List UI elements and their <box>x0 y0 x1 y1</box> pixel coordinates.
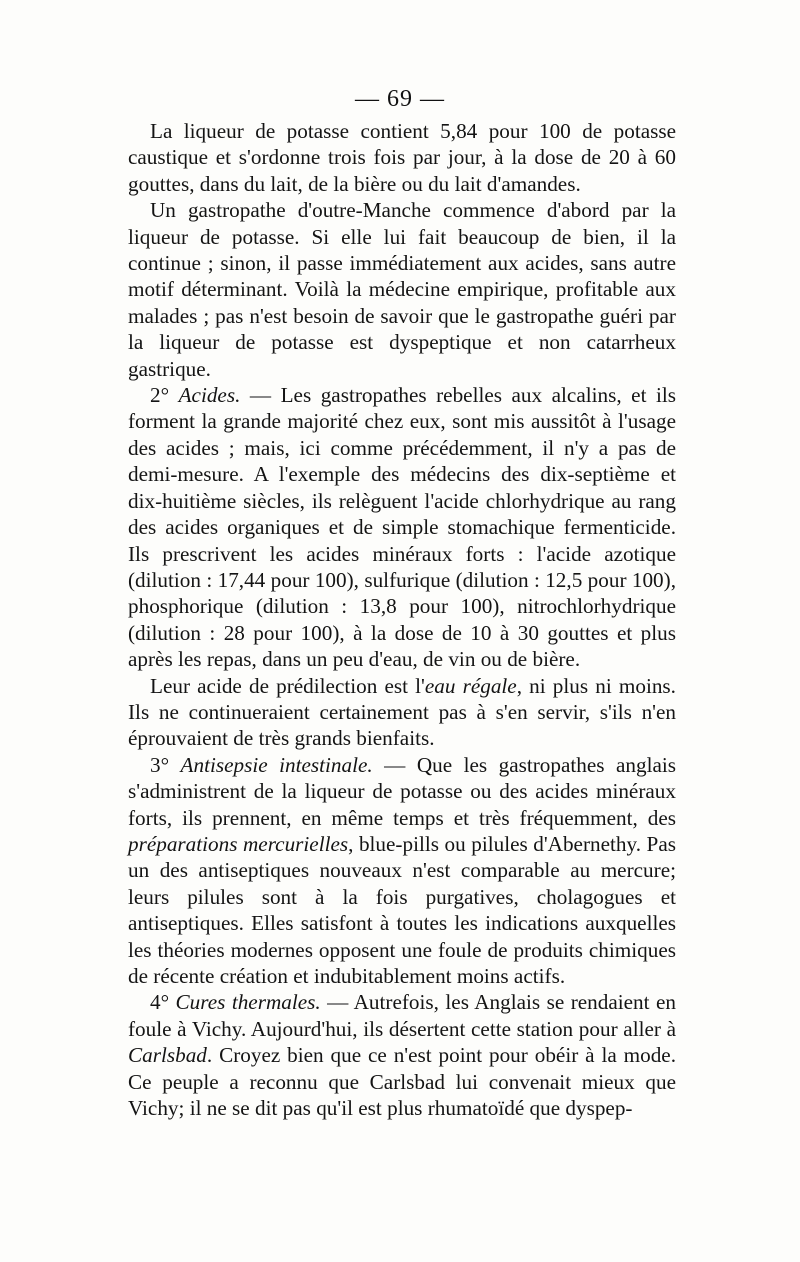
paragraph-eau-regale <box>128 673 676 752</box>
paragraph-text: — Que les gastropathes anglais s'administrent de la liqueur de potasse ou des acides minéraux forts, ils prennent, en même temps et très fréquemment, des <box>128 752 676 830</box>
italic-term: eau régale <box>424 673 517 698</box>
paragraph-cures-thermales <box>128 989 676 1121</box>
paragraph-antisepsie <box>128 752 676 990</box>
section-number: 3° <box>150 752 181 777</box>
paragraph-text: La liqueur de potasse contient 5,84 pour 100 de potasse caustique et s'ordonne trois fois par jour, à la dose de 20 à 60 gouttes, dans du lait, de la bière ou du lait d'amandes. <box>128 119 676 196</box>
body-text <box>128 118 676 1121</box>
paragraph-gastropathe <box>128 197 676 382</box>
section-number: 4° <box>150 990 176 1015</box>
page-number: — 69 — <box>355 86 445 112</box>
section-number: 2° <box>150 383 179 408</box>
paragraph-acides <box>128 382 676 672</box>
section-heading: Antisepsie intestinale. <box>180 752 373 777</box>
paragraph-text: , ni plus ni moins. Ils ne continueraient certainement pas à s'en servir, s'ils n'en éprouvaient de très grands bienfaits. <box>128 673 676 751</box>
paragraph-text: , blue-pills ou pilules d'Abernethy. Pas un des antiseptiques nouveaux n'est comparable au mercure; leurs pilules sont à la fois purgatives, cholagogues et antiseptiques. Elles satisfont à toutes les indications auxquelles les théories modernes opposent une foule de produits chimiques de récente création et indubitablement moins actifs. <box>128 831 676 988</box>
paragraph-potasse-dose <box>128 118 676 197</box>
section-heading: Acides. <box>178 383 241 408</box>
paragraph-text: . Croyez bien que ce n'est point pour obéir à la mode. Ce peuple a reconnu que Carlsbad lui convenait mieux que Vichy; il ne se dit pas qu'il est plus rhumatoïdé que dyspep- <box>128 1043 676 1121</box>
paragraph-text: — Autrefois, les Anglais se rendaient en foule à Vichy. Aujourd'hui, ils désertent cette station pour aller à <box>128 990 676 1041</box>
paragraph-text: — Les gastropathes rebelles aux alcalins, et ils forment la grande majorité chez eux, sont mis aussitôt à l'usage des acides ; mais, ici comme précédemment, il n'y a pas de demi-mesure. A l'exemple des médecins des dix-septième et dix-huitième siècles, ils relèguent l'acide chlorhydrique au rang des acides organiques et de simple stomachique fermenticide. Ils prescrivent les acides minéraux forts : l'acide azotique (dilution : 17,44 pour 100), sulfurique (dilution : 12,5 pour 100), phosphorique (dilution : 13,8 pour 100), nitrochlorhydrique (dilution : 28 pour 100), à la dose de 10 à 30 gouttes et plus après les repas, dans un peu d'eau, de vin ou de bière. <box>128 383 676 672</box>
italic-term: préparations mercurielles <box>128 831 349 856</box>
paragraph-text: Leur acide de prédilection est l' <box>150 673 425 698</box>
italic-term: Carlsbad <box>128 1043 207 1068</box>
section-heading: Cures thermales. <box>175 990 321 1015</box>
paragraph-text: Un gastropathe d'outre-Manche commence d'abord par la liqueur de potasse. Si elle lui fait beaucoup de bien, il la continue ; sinon, il passe immédiatement aux acides, sans autre motif déterminant. Voilà la médecine empirique, profitable aux malades ; pas n'est besoin de savoir que le gastropathe guéri par la liqueur de potasse est dyspeptique et non catarrheux gastrique. <box>128 198 676 381</box>
